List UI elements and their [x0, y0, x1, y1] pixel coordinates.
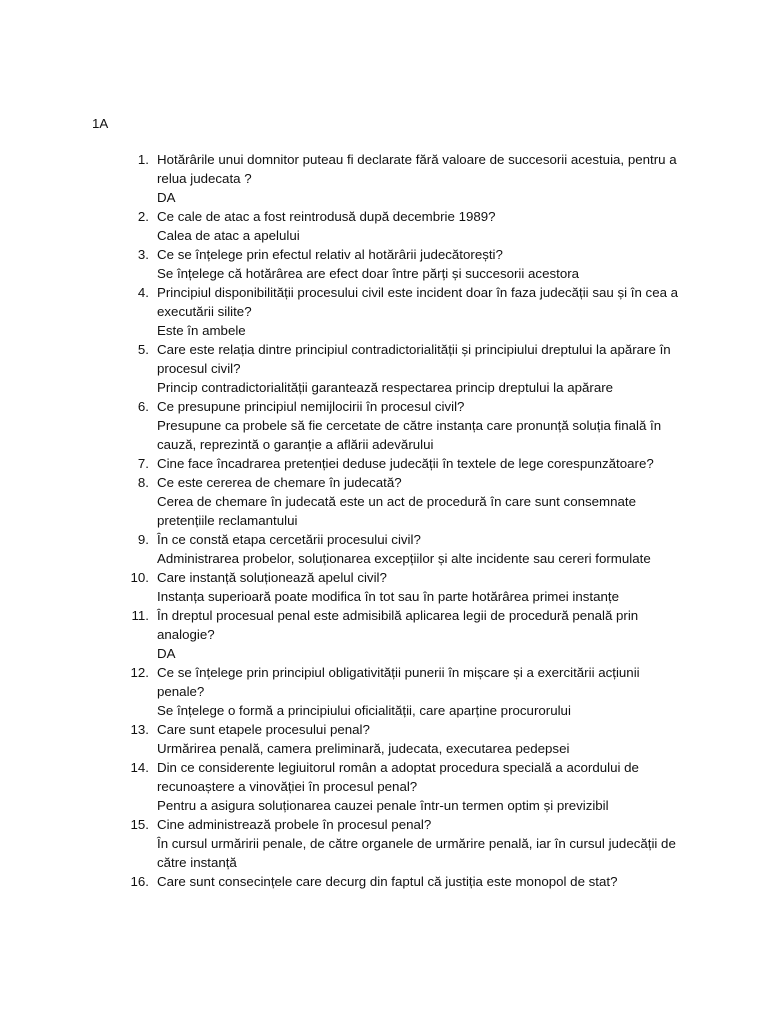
list-item — [137, 207, 682, 245]
question-text: Hotărârile unui domnitor puteau fi declarate fără valoare de succesorii acestuia, pentru a relua judecata ? — [157, 152, 677, 186]
answer-text: Este în ambele — [157, 323, 246, 338]
list-item — [137, 245, 682, 283]
question-text: Ce presupune principiul nemijlocirii în procesul civil? — [157, 399, 465, 414]
item-number: 12. — [130, 665, 149, 680]
answer-text: Cerea de chemare în judecată este un act de procedură în care sunt consemnate pretențiile reclamantului — [157, 494, 636, 528]
answer-text: DA — [157, 646, 176, 661]
item-number: 6. — [137, 399, 149, 414]
list-item — [137, 397, 682, 454]
item-number: 7. — [137, 456, 149, 471]
list-item — [130, 815, 682, 872]
question-text: Care este relația dintre principiul contradictorialității și principiului dreptului la apărare în procesul civil? — [157, 342, 671, 376]
question-text: Cine face încadrarea pretenției deduse judecății în textele de lege corespunzătoare? — [157, 456, 654, 471]
question-text: În ce constă etapa cercetării procesului civil? — [157, 532, 421, 547]
question-text: Principiul disponibilității procesului civil este incident doar în faza judecății sau și în cea a executării silite? — [157, 285, 679, 319]
item-number: 1. — [137, 152, 149, 167]
item-number: 16. — [130, 874, 149, 889]
answer-text: Administrarea probelor, soluționarea excepțiilor și alte incidente sau cereri formulate — [157, 551, 651, 566]
question-text: Care sunt consecințele care decurg din faptul că justiția este monopol de stat? — [157, 874, 618, 889]
list-item — [130, 720, 682, 758]
answer-text: Se înțelege o formă a principiului oficialității, care aparține procurorului — [157, 703, 571, 718]
item-number: 3. — [137, 247, 149, 262]
list-item — [130, 872, 682, 891]
answer-text: Princip contradictorialității garantează respectarea princip dreptului la apărare — [157, 380, 614, 395]
question-text: Ce se înțelege prin efectul relativ al hotărârii judecătorești? — [157, 247, 503, 262]
question-text: Din ce considerente legiuitorul român a adoptat procedura specială a acordului de recunoaștere a vinovăției în procesul penal? — [157, 760, 639, 794]
answer-text: Instanța superioară poate modifica în tot sau în parte hotărârea primei instanțe — [157, 589, 619, 604]
item-number: 14. — [130, 760, 149, 775]
question-text: În dreptul procesual penal este admisibilă aplicarea legii de procedură penală prin analogie? — [157, 608, 639, 642]
question-text: Cine administrează probele în procesul penal? — [157, 817, 432, 832]
item-number: 4. — [137, 285, 149, 300]
list-item — [130, 568, 682, 606]
answer-text: Pentru a asigura soluționarea cauzei penale într-un termen optim și previzibil — [157, 798, 609, 813]
list-item — [130, 663, 682, 720]
answer-text: Presupune ca probele să fie cercetate de către instanța care pronunță soluția finală în cauză, reprezintă o garanție a aflării adevărului — [157, 418, 662, 452]
list-item — [137, 340, 682, 397]
answer-text: Se înțelege că hotărârea are efect doar între părți și succesorii acestora — [157, 266, 580, 281]
item-number: 8. — [137, 475, 149, 490]
list-item — [137, 454, 682, 473]
item-number: 10. — [130, 570, 149, 585]
item-number: 9. — [137, 532, 149, 547]
list-item — [130, 758, 682, 815]
question-text: Ce cale de atac a fost reintrodusă după decembrie 1989? — [157, 209, 496, 224]
question-text: Care instanță soluționează apelul civil? — [157, 570, 387, 585]
list-item — [137, 530, 682, 568]
question-text: Ce se înțelege prin principiul obligativității punerii în mișcare și a exercitării acțiunii penale? — [157, 665, 640, 699]
list-item — [131, 606, 682, 663]
list-item — [137, 473, 682, 530]
item-number: 11. — [131, 608, 149, 623]
answer-text: DA — [157, 190, 176, 205]
list-item — [137, 150, 682, 207]
list-item — [137, 283, 682, 340]
item-number: 2. — [137, 209, 149, 224]
item-number: 13. — [130, 722, 149, 737]
question-list — [130, 150, 682, 891]
question-text: Ce este cererea de chemare în judecată? — [157, 475, 402, 490]
answer-text: În cursul urmăririi penale, de către organele de urmărire penală, iar în cursul judecății de către instanță — [157, 836, 676, 870]
answer-text: Urmărirea penală, camera preliminară, judecata, executarea pedepsei — [157, 741, 570, 756]
answer-text: Calea de atac a apelului — [157, 228, 300, 243]
question-text: Care sunt etapele procesului penal? — [157, 722, 370, 737]
item-number: 15. — [130, 817, 149, 832]
document-heading: 1A — [92, 116, 109, 131]
item-number: 5. — [137, 342, 149, 357]
